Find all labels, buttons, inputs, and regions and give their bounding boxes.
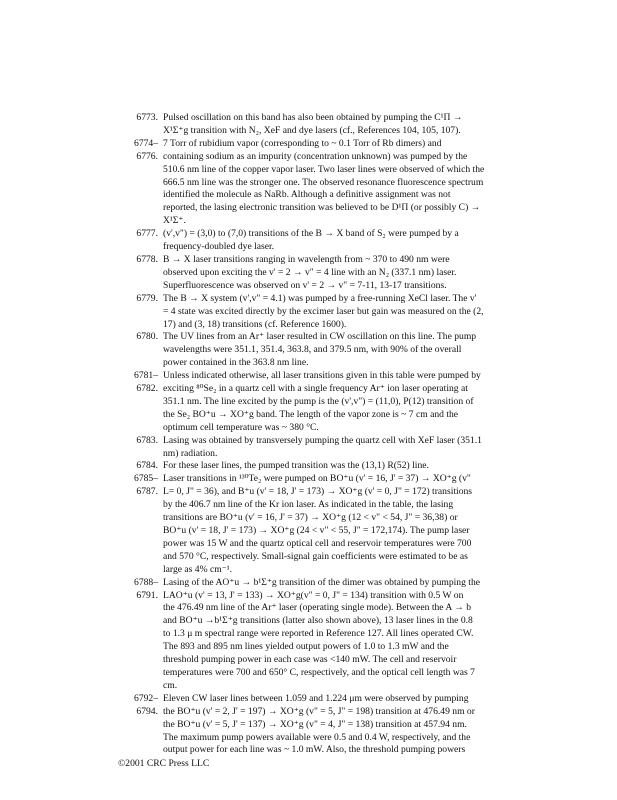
note-text-line: Eleven CW laser lines between 1.059 and 1.224 μm were observed by pumping — [163, 692, 469, 704]
note-number — [118, 331, 158, 344]
note-number-line: 6791. — [136, 589, 158, 601]
note-text — [163, 112, 500, 138]
note-text — [163, 254, 500, 293]
note-number-line: 6784. — [136, 460, 158, 472]
note-number-line: 6774– — [134, 137, 158, 149]
note-number — [118, 473, 158, 499]
note-entry — [118, 460, 500, 473]
note-text-line: 351.1 nm. The line excited by the pump is the (v',v") = (11,0), P(12) transition of — [163, 395, 474, 407]
note-text-line: the 476.49 nm line of the Ar⁺ laser (operating single mode). Between the A → b — [163, 602, 471, 614]
note-text-line: exciting ⁸⁰Se₂ in a quartz cell with a single frequency Ar⁺ ion laser operating at — [163, 383, 468, 395]
note-number-line: 6785– — [134, 473, 158, 485]
note-text — [163, 331, 500, 370]
note-text — [163, 228, 500, 254]
note-text — [163, 435, 500, 461]
notes-list — [118, 112, 500, 757]
note-text-line: LAO⁺u (v' = 13, J' = 133) → XO⁺g(v" = 0, J" = 134) transition with 0.5 W on — [163, 589, 464, 601]
note-text-line: 666.5 nm line was the stronger one. The observed resonance fluorescence spectrum — [163, 176, 484, 188]
note-entry — [118, 693, 500, 758]
note-text-line: observed upon exciting the v' = 2 → v" = 4 line with an N₂ (337.1 nm) laser. — [163, 266, 457, 278]
note-number-line: 6787. — [136, 486, 158, 498]
note-text — [163, 370, 500, 435]
note-entry — [118, 370, 500, 435]
note-text-line: Unless indicated otherwise, all laser transitions given in this table were pumped by — [163, 370, 481, 382]
note-number — [118, 228, 158, 241]
note-number-line: 6783. — [136, 434, 158, 446]
note-text-line: wavelengths were 351.1, 351.4, 363.8, and 379.5 nm, with 90% of the overall — [163, 344, 462, 356]
note-text-line: the BO⁺u (v' = 5, J' = 137) → XO⁺g (v" = 4, J" = 138) transition at 457.94 nm. — [163, 718, 467, 730]
note-text-line: 7 Torr of rubidium vapor (corresponding to ~ 0.1 Torr of Rb dimers) and — [163, 137, 442, 149]
note-text-line: X¹Σ⁺. — [163, 215, 186, 227]
note-number-line: 6780. — [136, 331, 158, 343]
note-number — [118, 293, 158, 306]
note-entry — [118, 293, 500, 332]
note-text — [163, 693, 500, 758]
note-number-line: 6792– — [134, 692, 158, 704]
note-entry — [118, 435, 500, 461]
note-text-line: The maximum pump powers available were 0.5 and 0.4 W, respectively, and the — [163, 731, 471, 743]
note-number-line: 6779. — [136, 292, 158, 304]
note-text-line: Pulsed oscillation on this band has also been obtained by pumping the C¹Π → — [163, 112, 463, 123]
note-number — [118, 370, 158, 396]
note-text-line: Superfluorescence was observed on v' = 2 → v" = 7-11, 13-17 transitions. — [163, 279, 447, 291]
note-text-line: = 4 state was excited directly by the excimer laser but gain was measured on the (2, — [163, 305, 484, 317]
note-number — [118, 435, 158, 448]
note-number-line: 6794. — [136, 705, 158, 717]
note-number — [118, 693, 158, 719]
note-number-line: 6777. — [136, 228, 158, 240]
note-text — [163, 577, 500, 693]
note-text-line: 17) and (3, 18) transitions (cf. Reference 1600). — [163, 318, 347, 330]
note-text-line: L= 0, J" = 36), and B⁺u (v' = 18, J' = 173) → XO⁺g (v' = 0, J" = 172) transitions — [163, 486, 473, 498]
note-text-line: output power for each line was ~ 1.0 mW. Also, the threshold pumping powers — [163, 744, 466, 756]
note-entry — [118, 112, 500, 138]
note-text-line: optimum cell temperature was ~ 380 °C. — [163, 421, 319, 433]
note-text-line: Lasing of the AO⁺u → b¹Σ⁺g transition of the dimer was obtained by pumping the — [163, 576, 481, 588]
note-number-line: 6781– — [134, 370, 158, 382]
note-entry — [118, 254, 500, 293]
note-text-line: power was 15 W and the quartz optical cell and reservoir temperatures were 700 — [163, 537, 472, 549]
note-text-line: X¹Σ⁺g transition with N₂, XeF and dye lasers (cf., References 104, 105, 107). — [163, 124, 461, 136]
note-text-line: and BO⁺u →b¹Σ⁺g transitions (latter also shown above), 13 laser lines in the 0.8 — [163, 615, 473, 627]
note-number — [118, 577, 158, 603]
note-text-line: threshold pumping power in each case was <140 mW. The cell and reservoir — [163, 654, 457, 666]
note-entry — [118, 228, 500, 254]
note-text-line: containing sodium as an impurity (concentration unknown) was pumped by the — [163, 150, 468, 162]
note-text-line: 510.6 nm line of the copper vapor laser. Two laser lines were observed of which the — [163, 163, 485, 175]
note-text-line: temperatures were 700 and 650° C, respectively, and the optical cell length was 7 — [163, 666, 475, 678]
note-text-line: B → X laser transitions ranging in wavelength from ~ 370 to 490 nm were — [163, 253, 450, 265]
note-text-line: For these laser lines, the pumped transition was the (13,1) R(52) line. — [163, 460, 429, 472]
note-text — [163, 293, 500, 332]
note-text — [163, 473, 500, 576]
note-text-line: power contained in the 363.8 nm line. — [163, 357, 309, 369]
note-entry — [118, 473, 500, 576]
note-number — [118, 112, 158, 125]
note-number — [118, 460, 158, 473]
note-number-line: 6782. — [136, 383, 158, 395]
note-number-line: 6773. — [136, 112, 158, 123]
note-number-line: 6776. — [136, 150, 158, 162]
note-text-line: by the 406.7 nm line of the Kr ion laser. As indicated in the table, the lasing — [163, 499, 454, 511]
note-entry — [118, 138, 500, 228]
note-text-line: large as 4% cm⁻¹. — [163, 563, 233, 575]
note-entry — [118, 577, 500, 693]
note-text-line: and 570 °C, respectively. Small-signal gain coefficients were estimated to be as — [163, 550, 468, 562]
note-text — [163, 460, 500, 473]
note-text-line: frequency-doubled dye laser. — [163, 241, 275, 253]
note-text-line: Laser transitions in ¹³⁰Te₂ were pumped on BO⁺u (v' = 16, J' = 37) → XO⁺g (v" — [163, 473, 471, 485]
note-text-line: nm) radiation. — [163, 447, 218, 459]
note-text-line: cm. — [163, 679, 178, 691]
note-number — [118, 138, 158, 164]
note-text-line: The B → X system (v',v" = 4.1) was pumped by a free-running XeCl laser. The v' — [163, 292, 477, 304]
note-number-line: 6778. — [136, 253, 158, 265]
note-text-line: (v',v") = (3,0) to (7,0) transitions of the B → X band of S₂ were pumped by a — [163, 228, 459, 240]
note-text — [163, 138, 500, 228]
note-text-line: the BO⁺u (v' = 2, J' = 197) → XO⁺g (v" = 5, J" = 198) transition at 476.49 nm or — [163, 705, 475, 717]
copyright-footer: ©2001 CRC Press LLC — [118, 758, 210, 769]
note-text-line: The 893 and 895 nm lines yielded output powers of 1.0 to 1.3 mW and the — [163, 641, 449, 653]
note-text-line: Lasing was obtained by transversely pumping the quartz cell with XeF laser (351.1 — [163, 434, 482, 446]
note-text-line: reported, the lasing electronic transition was believed to be D¹Π (or possibly C) → — [163, 202, 481, 214]
note-text-line: to 1.3 μ m spectral range were reported in Reference 127. All lines operated CW. — [163, 628, 474, 640]
note-text-line: The UV lines from an Ar⁺ laser resulted in CW oscillation on this line. The pump — [163, 331, 477, 343]
note-text-line: identified the molecule as NaRb. Although a definitive assignment was not — [163, 189, 451, 201]
note-entry — [118, 331, 500, 370]
note-number — [118, 254, 158, 267]
note-number-line: 6788– — [134, 576, 158, 588]
note-text-line: BO⁺u (v' = 18, J' = 173) → XO⁺g (24 < v" < 55, J" = 172,174). The pump laser — [163, 525, 470, 536]
note-text-line: the Se₂ BO⁺u → XO⁺g band. The length of the vapor zone is ~ 7 cm and the — [163, 408, 459, 420]
note-text-line: transitions are BO⁺u (v' = 16, J' = 37) → XO⁺g (12 < v" < 54, J" = 36,38) or — [163, 512, 458, 524]
